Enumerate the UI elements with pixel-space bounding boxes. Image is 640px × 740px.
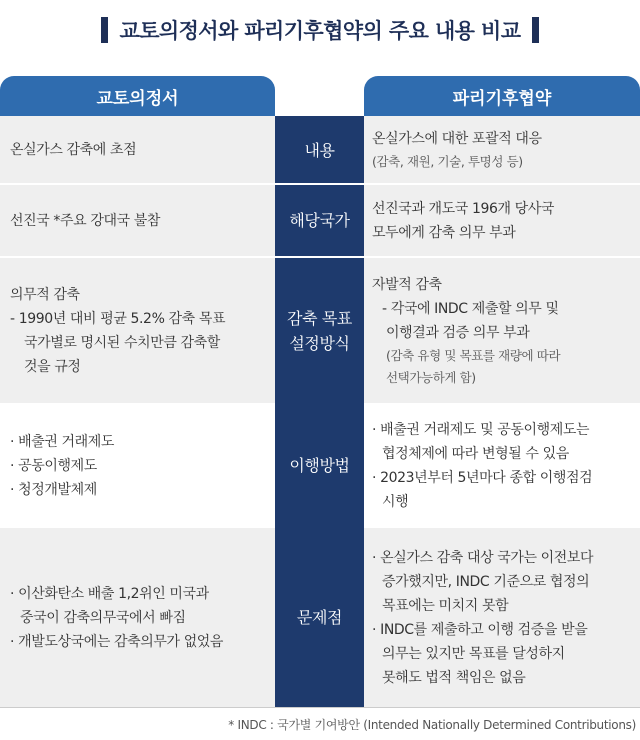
cell-line: 온실가스에 대한 포괄적 대응 <box>372 131 542 147</box>
row-countries <box>0 185 640 256</box>
row-label-line: 감축 목표 <box>287 308 352 328</box>
page-title: 교토의정서와 파리기후협약의 주요 내용 비교 <box>119 19 521 43</box>
cell-line: · 2023년부터 5년마다 종합 이행점검 <box>372 469 593 486</box>
cell-line: - 1990년 대비 평균 5.2% 감축 목표 <box>10 310 226 327</box>
row-label-line: 이행방법 <box>289 456 350 475</box>
row-label-content <box>275 116 364 184</box>
row-label-line: 내용 <box>304 140 335 160</box>
cell-note: 선택가능하게 함) <box>386 369 476 385</box>
cell-line: · 이산화탄소 배출 1,2위인 미국과 <box>10 585 209 602</box>
cell-line: · 배출권 거래제도 <box>10 433 115 450</box>
cell-paris-implementation <box>364 403 640 528</box>
cell-line: 모두에게 감축 의무 부과 <box>372 224 516 241</box>
cell-kyoto-target <box>0 258 275 403</box>
cell-line: 목표에는 미치지 못함 <box>382 597 509 614</box>
cell-kyoto-countries <box>0 185 275 256</box>
cell-line: · 온실가스 감축 대상 국가는 이전보다 <box>372 549 594 566</box>
cell-line: 이행결과 검증 의무 부과 <box>386 324 530 341</box>
cell-line: 의무적 감축 <box>10 286 80 303</box>
cell-line: · 청정개발체제 <box>10 481 97 498</box>
cell-line: · 배출권 거래제도 및 공동이행제도는 <box>372 421 590 438</box>
title-block <box>0 12 640 48</box>
cell-note: (감축, 재원, 기술, 투명성 등) <box>372 154 523 169</box>
footnote: * INDC : 국가별 기여방안 (Intended Nationally Determined Contributions) <box>0 707 640 740</box>
cell-kyoto-problems <box>0 528 275 707</box>
cell-kyoto-content <box>0 116 275 184</box>
cell-line: 협정체제에 따라 변형될 수 있음 <box>382 445 569 462</box>
cell-line: 자발적 감축 <box>372 276 442 293</box>
cell-line: 선진국 *주요 강대국 불참 <box>10 212 160 229</box>
cell-line: 선진국과 개도국 196개 당사국 <box>372 200 555 217</box>
row-label-countries <box>275 185 364 256</box>
title-right-bar <box>532 17 539 43</box>
cell-line: 못해도 법적 책임은 없음 <box>382 669 526 686</box>
cell-paris-problems <box>364 528 640 707</box>
row-label-implementation <box>275 403 364 528</box>
row-label-target-method <box>275 258 364 403</box>
cell-note: (감축 유형 및 목표를 재량에 따라 <box>386 347 561 363</box>
header-paris: 파리기후협약 <box>364 76 640 116</box>
cell-line: · 개발도상국에는 감축의무가 없었음 <box>10 633 224 650</box>
cell-line: 의무는 있지만 목표를 달성하지 <box>382 645 565 662</box>
title-left-bar <box>101 17 108 43</box>
cell-line: 시행 <box>382 493 409 510</box>
row-label-problems <box>275 528 364 707</box>
cell-paris-content <box>364 116 640 184</box>
cell-line: 온실가스 감축에 초점 <box>10 142 137 158</box>
cell-line: 국가별로 명시된 수치만큼 감축할 <box>24 334 220 351</box>
cell-paris-countries <box>364 185 640 256</box>
cell-line: 것을 규정 <box>24 358 81 375</box>
row-implementation <box>0 403 640 528</box>
header-kyoto: 교토의정서 <box>0 76 275 116</box>
row-label-line: 문제점 <box>296 608 343 627</box>
row-label-line: 해당국가 <box>289 211 350 230</box>
cell-kyoto-implementation <box>0 403 275 528</box>
cell-paris-target <box>364 258 640 403</box>
row-content <box>0 116 640 184</box>
cell-line: 증가했지만, INDC 기준으로 협정의 <box>382 573 590 590</box>
row-target-method <box>0 258 640 403</box>
row-label-line: 설정방식 <box>289 333 350 353</box>
row-problems <box>0 528 640 707</box>
cell-line: - 각국에 INDC 제출할 의무 및 <box>382 300 559 317</box>
cell-line: 중국이 감축의무국에서 빠짐 <box>20 609 186 626</box>
cell-line: · 공동이행제도 <box>10 457 97 474</box>
cell-line: · INDC를 제출하고 이행 검증을 받을 <box>372 621 588 638</box>
